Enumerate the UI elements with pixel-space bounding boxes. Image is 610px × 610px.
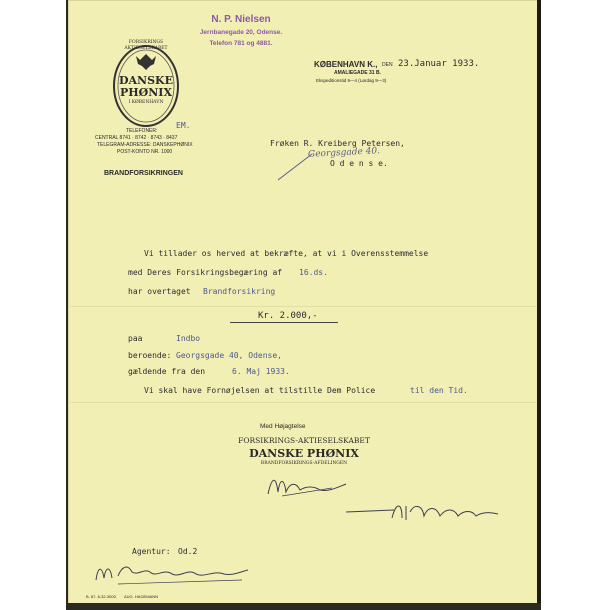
body-line-3: har overtaget bbox=[128, 287, 191, 296]
agent-value: Od.2 bbox=[178, 547, 198, 556]
paper-fold-line bbox=[70, 306, 536, 307]
stamp-name: N. P. Nielsen bbox=[211, 14, 271, 25]
header-city: KØBENHAVN K., bbox=[314, 60, 378, 69]
closing-line: Vi skal have Fornøjelsen at tilstille Dem Police bbox=[144, 386, 376, 395]
stamp-address: Jernbanegade 20, Odense. bbox=[199, 29, 283, 36]
paa-label: paa bbox=[128, 334, 143, 343]
beroende-label: beroende: bbox=[128, 351, 172, 360]
gaeldende-label: gældende fra den bbox=[128, 367, 206, 376]
header-street: AMALIEGADE 31 B. bbox=[334, 70, 381, 76]
closing-line-suffix: til den Tid. bbox=[410, 386, 468, 395]
amount-underline bbox=[230, 322, 338, 323]
logo-line4: PHØNIX bbox=[120, 86, 172, 99]
paa-value: Indbo bbox=[176, 334, 201, 343]
telephone-label: TELEFONER: bbox=[126, 128, 158, 134]
signoff-company-1: FORSIKRINGS-AKTIESELSKABET bbox=[238, 436, 370, 445]
letter-date: 23.Januar 1933. bbox=[398, 59, 480, 69]
insurance-type: Brandforsikring bbox=[203, 287, 276, 296]
recipient-name: Frøken R. Kreiberg Petersen, bbox=[270, 139, 405, 148]
footer-printer: AUG. HAGEMANN bbox=[124, 594, 159, 599]
gaeldende-value: 6. Maj 1933. bbox=[232, 367, 290, 376]
postkonto: POST-KONTO NR. 1000 bbox=[117, 149, 173, 155]
department-title: BRANDFORSIKRINGEN bbox=[104, 170, 183, 177]
reference-code: EM. bbox=[176, 121, 191, 130]
telephone-numbers: CENTRAL 8741 · 8742 · 8743 · 8437 bbox=[95, 135, 178, 141]
signature-2 bbox=[344, 498, 514, 530]
agent-label: Agentur: bbox=[132, 547, 171, 556]
body-line-2-date: 16.ds. bbox=[299, 268, 328, 277]
recipient-street-handwritten: Georgsgade 40. bbox=[307, 146, 381, 160]
body-line-2: med Deres Forsikringsbegæring af bbox=[128, 268, 283, 277]
signoff-company-3: BRANDFORSIKRINGS-AFDELINGEN bbox=[260, 461, 348, 466]
telegram-address: TELEGRAM-ADRESSE: DANSKEPHØNIX bbox=[97, 142, 193, 148]
logo-line5: I KØBENHAVN bbox=[128, 100, 164, 105]
signature-1 bbox=[262, 468, 352, 502]
beroende-value: Georgsgade 40, Odense, bbox=[176, 351, 282, 360]
stamp-phone: Telefon 781 og 4881. bbox=[209, 40, 273, 47]
header-hours: Ekspeditionstid 9—4 (Lørdag 9—3) bbox=[316, 78, 387, 83]
signoff-greeting: Med Højagtelse bbox=[260, 423, 306, 430]
logo-line1: FORSIKRINGS bbox=[128, 40, 164, 45]
signoff-company-2: DANSKE PHØNIX bbox=[249, 447, 359, 460]
insured-amount: Kr. 2.000,- bbox=[258, 311, 318, 321]
footer-form-code: B. 87. 6-32-3000. bbox=[86, 594, 117, 599]
paper-bottom-edge bbox=[66, 603, 541, 610]
logo-line3: DANSKE bbox=[118, 74, 174, 87]
recipient-city: O d e n s e. bbox=[330, 159, 388, 168]
paper-fold-line bbox=[70, 402, 536, 403]
body-line-1: Vi tillader os herved at bekræfte, at vi i Overensstemmelse bbox=[144, 249, 429, 258]
phoenix-icon bbox=[136, 54, 156, 70]
logo-line2: AKTIESELSKABET bbox=[124, 46, 168, 51]
paper-right-edge bbox=[537, 0, 541, 610]
header-den: DEN bbox=[382, 62, 393, 68]
handwritten-stroke bbox=[276, 150, 316, 182]
agent-signature bbox=[92, 556, 252, 588]
